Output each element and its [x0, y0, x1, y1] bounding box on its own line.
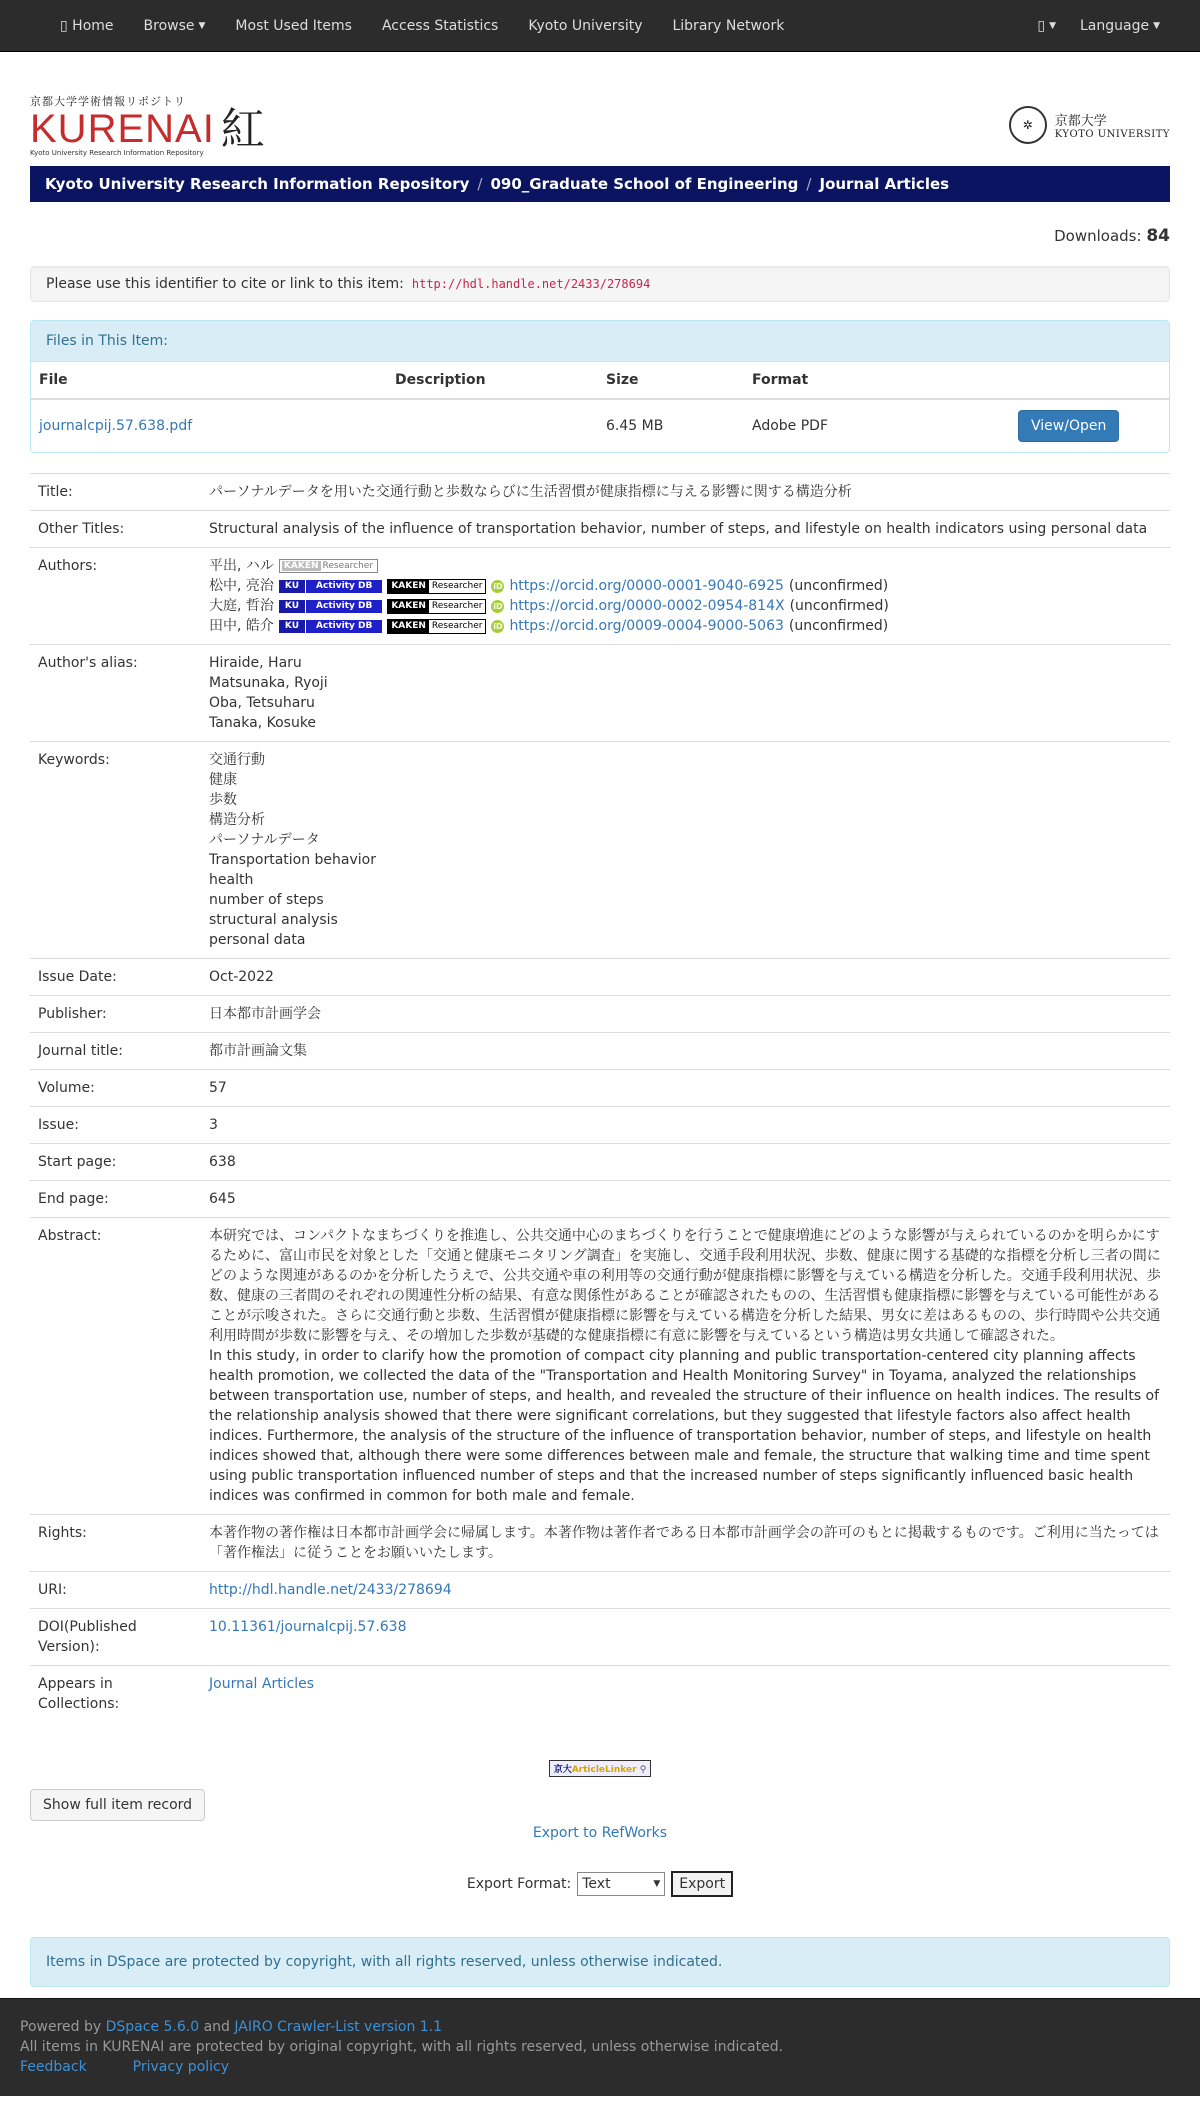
meta-rights: 本著作物の著作権は日本都市計画学会に帰属します。本著作物は著作者である日本都市計画学会の許可のもとに掲載するものです。ご利用に当たっては「著作権法」に従うことをお願いいたします。 [201, 1515, 1170, 1572]
orcid-link[interactable]: https://orcid.org/0000-0001-9040-6925 [509, 578, 784, 594]
footer-and: and [203, 2019, 230, 2035]
downloads-counter [30, 226, 1170, 246]
author-name[interactable]: 田中, 皓介 [209, 618, 274, 634]
nav-home-label: Home [72, 17, 114, 34]
list-item: number of steps [209, 892, 324, 908]
nav-kyoto-university[interactable]: Kyoto University [528, 17, 643, 34]
ku-badge-text: KU [279, 580, 305, 593]
export-format-value: Text [582, 1876, 611, 1892]
author-item [209, 556, 1162, 576]
list-item: 構造分析 [209, 812, 265, 828]
meta-label: Title: [30, 474, 201, 511]
export-format-select[interactable] [577, 1872, 665, 1896]
breadcrumb-school[interactable]: 090_Graduate School of Engineering [490, 175, 799, 193]
export-refworks-link[interactable]: Export to RefWorks [532, 1825, 668, 1841]
table-row [30, 511, 1170, 548]
meta-label: Start page: [30, 1144, 201, 1181]
language-menu[interactable] [1080, 18, 1160, 34]
breadcrumb-separator: / [477, 175, 483, 193]
articlelinker-text: ArticleLinker [571, 1765, 637, 1775]
files-panel [30, 320, 1170, 453]
alias-list [201, 645, 1170, 742]
nav-access-statistics[interactable]: Access Statistics [381, 17, 499, 34]
table-row [31, 399, 1169, 452]
view-open-button[interactable]: View/Open [1018, 410, 1119, 442]
meta-label: Other Titles: [30, 511, 201, 548]
ku-activity-db-badge[interactable] [279, 620, 382, 633]
language-label: Language [1079, 17, 1150, 34]
meta-label: Author's alias: [30, 645, 201, 742]
cite-label: Please use this identifier to cite or link to this item: [46, 276, 404, 292]
breadcrumb [30, 166, 1170, 202]
author-name[interactable]: 松中, 亮治 [209, 578, 274, 594]
table-row [30, 1033, 1170, 1070]
authors-list [201, 548, 1170, 645]
meta-label: Authors: [30, 548, 201, 645]
top-navbar [0, 0, 1200, 52]
logo-small-text: 京都大学学術情報リポジトリ [30, 95, 186, 108]
meta-label: Rights: [30, 1515, 201, 1572]
ku-badge-text: KU [279, 620, 305, 633]
nav-browse-label: Browse [143, 17, 195, 34]
kaken-badge-text: KAKEN [388, 620, 429, 633]
footer [0, 1998, 1200, 2096]
table-row [30, 1609, 1170, 1666]
table-row [30, 1218, 1170, 1515]
footer-copyright: All items in KURENAI are protected by original copyright, with all rights reserved, unless otherwise indicated. [20, 2039, 784, 2055]
list-item: health [209, 872, 254, 888]
cite-box [30, 266, 1170, 302]
meta-label: Keywords: [30, 742, 201, 959]
feedback-link[interactable]: Feedback [20, 2059, 87, 2075]
table-row [30, 1107, 1170, 1144]
magnifier-icon: ⚲ [639, 1765, 647, 1775]
meta-title: パーソナルデータを用いた交通行動と歩数ならびに生活習慣が健康指標に与える影響に関する構造分析 [201, 474, 1170, 511]
author-name[interactable]: 大庭, 哲治 [209, 598, 274, 614]
meta-label: Appears in Collections: [30, 1666, 201, 1723]
ku-activity-db-badge[interactable] [279, 600, 382, 613]
activity-db-text: Activity DB [305, 600, 382, 613]
caret-down-icon: ▼ [1049, 20, 1056, 31]
kyoto-university-logo[interactable] [1009, 106, 1170, 144]
file-link[interactable]: journalcpij.57.638.pdf [39, 418, 193, 434]
orcid-note: (unconfirmed) [789, 598, 889, 614]
export-format-label: Export Format: [466, 1876, 572, 1892]
author-item [209, 596, 1162, 616]
keyword-list [201, 742, 1170, 959]
nav-library-network[interactable]: Library Network [672, 17, 785, 34]
kaken-researcher-badge[interactable] [279, 559, 378, 573]
table-row [30, 1181, 1170, 1218]
list-item: 健康 [209, 772, 237, 788]
list-item: Oba, Tetsuharu [209, 695, 315, 711]
files-heading: Files in This Item: [31, 321, 1169, 362]
meta-issue: 3 [201, 1107, 1170, 1144]
user-icon: ▯ [1037, 17, 1046, 34]
logo-sub-text: Kyoto University Research Information Repository [30, 149, 204, 157]
table-row [30, 1144, 1170, 1181]
footer-powered-by: Powered by [20, 2019, 102, 2035]
kurenai-logo[interactable] [30, 93, 265, 157]
meta-issue-date: Oct-2022 [201, 959, 1170, 996]
show-full-record-button[interactable]: Show full item record [30, 1789, 205, 1821]
table-row [30, 996, 1170, 1033]
list-item: Matsunaka, Ryoji [209, 675, 328, 691]
meta-volume: 57 [201, 1070, 1170, 1107]
caret-down-icon: ▼ [1153, 20, 1160, 31]
meta-label: Journal title: [30, 1033, 201, 1070]
file-size: 6.45 MB [598, 399, 744, 452]
nav-browse[interactable] [144, 18, 206, 34]
logo-big-text: KURENAI [30, 107, 215, 151]
downloads-count: 84 [1146, 226, 1170, 246]
list-item: personal data [209, 932, 306, 948]
table-row [30, 1070, 1170, 1107]
kaken-badge-sub: Researcher [429, 620, 486, 633]
table-row [30, 645, 1170, 742]
meta-label: URI: [30, 1572, 201, 1609]
breadcrumb-repository[interactable]: Kyoto University Research Information Repository [45, 175, 470, 193]
articlelinker-button[interactable] [549, 1760, 652, 1777]
table-row [30, 474, 1170, 511]
chevron-down-icon: ▼ [653, 1879, 661, 1889]
kaken-badge-sub: Researcher [322, 561, 374, 571]
doi-link[interactable]: 10.11361/journalcpij.57.638 [209, 1619, 407, 1635]
articlelinker-prefix: 京大 [553, 1765, 572, 1775]
orcid-icon: iD [493, 621, 503, 631]
table-row [30, 1572, 1170, 1609]
meta-label: Volume: [30, 1070, 201, 1107]
meta-label: End page: [30, 1181, 201, 1218]
table-row [30, 959, 1170, 996]
orcid-link[interactable]: https://orcid.org/0009-0004-9000-5063 [509, 618, 784, 634]
meta-label: DOI(Published Version): [30, 1609, 201, 1666]
export-button[interactable]: Export [671, 1871, 733, 1897]
column-header [1010, 362, 1169, 399]
orcid-link[interactable]: https://orcid.org/0000-0002-0954-814X [509, 598, 785, 614]
meta-publisher: 日本都市計画学会 [201, 996, 1170, 1033]
orcid-note: (unconfirmed) [788, 618, 889, 634]
activity-db-text: Activity DB [305, 580, 382, 593]
kyoto-jp: 京都大学 [1054, 114, 1107, 129]
kaken-badge-sub: Researcher [429, 580, 486, 593]
breadcrumb-separator: / [806, 175, 812, 193]
column-header: File [31, 362, 387, 399]
meta-start-page: 638 [201, 1144, 1170, 1181]
table-row [30, 1515, 1170, 1572]
kaken-badge-text: KAKEN [283, 561, 319, 571]
file-format: Adobe PDF [744, 399, 1010, 452]
cite-link[interactable]: http://hdl.handle.net/2433/278694 [411, 277, 651, 291]
author-item [209, 616, 1162, 636]
logo-kanji: 紅 [220, 104, 265, 155]
abstract-en: In this study, in order to clarify how the promotion of compact city planning and public transportation-centered city planning affects health promotion, we collected the data of the "Transportation and Health Monitoring Survey" in Toyama, analyzed the relationships between transportation use, number of steps, and health, and revealed the structure of their influence on health indices. The results of the relationship analysis showed that there were significant correlations, but they suggested that lifestyle factors also affect health indices. Furthermore, the analysis of the structure of the influence of transportation behavior, number of steps, and lifestyle on health indices showed that, although there were some differences between male and female, the structure that walking time and time spent using public transportation influenced number of steps and that the increased number of steps significantly influenced basic health indices was confirmed in common for both male and female. [209, 1348, 1160, 1504]
nav-most-used[interactable]: Most Used Items [235, 17, 352, 34]
column-header: Description [387, 362, 598, 399]
meta-label: Publisher: [30, 996, 201, 1033]
breadcrumb-collection[interactable]: Journal Articles [819, 175, 950, 193]
abstract [201, 1218, 1170, 1515]
meta-label: Issue Date: [30, 959, 201, 996]
home-icon: ▯ [60, 17, 68, 34]
list-item: 歩数 [209, 792, 237, 808]
list-item: Tanaka, Kosuke [209, 715, 317, 731]
column-header: Size [598, 362, 744, 399]
kyoto-en: KYOTO UNIVERSITY [1054, 129, 1170, 140]
abstract-jp: 本研究では、コンパクトなまちづくりを推進し、公共交通中心のまちづくりを行うことで健康増進にどのような影響が与えられているのかを明らかにするために、富山市民を対象とした「交通と健康モニタリング調査」を実施し、交通手段利用状況、歩数、健康に関する基礎的な指標を分析し三者の間にどのような関連があるのかを分析したうえで、公共交通や車の利用等の交通行動が健康指標に影響を与えている構造を分析した。交通手段利用状況、歩数、健康の三者間のそれぞれの関連性分析の結果、有意な関係性があることが確認されたものの、生活習慣も健康指標に影響を与えている可能性があることが示唆された。さらに交通行動と歩数、生活習慣が健康指標に影響を与えている構造を分析した結果、男女に差はあるものの、歩行時間や公共交通利用時間が歩数に影響を与え、その増加した歩数が基礎的な健康指標に有意に影響を与えているという構造は男女共通して確認された。 [209, 1228, 1161, 1344]
column-header: Format [744, 362, 1010, 399]
meta-end-page: 645 [201, 1181, 1170, 1218]
orcid-icon: iD [493, 581, 503, 591]
jairo-link[interactable]: JAIRO Crawler-List version 1.1 [234, 2019, 443, 2035]
list-item: Transportation behavior [209, 852, 376, 868]
kaken-researcher-badge[interactable] [387, 599, 486, 614]
ku-activity-db-badge[interactable] [279, 580, 382, 593]
kaken-researcher-badge[interactable] [387, 579, 486, 594]
caret-down-icon: ▼ [198, 20, 206, 31]
kyoto-seal-icon: ✲ [1009, 106, 1047, 144]
file-description [387, 399, 598, 452]
kaken-badge-sub: Researcher [429, 600, 486, 613]
metadata-table [30, 473, 1170, 1722]
table-row [30, 1666, 1170, 1723]
user-menu[interactable] [1037, 18, 1056, 34]
list-item: パーソナルデータ [209, 832, 320, 848]
meta-other-titles: Structural analysis of the influence of transportation behavior, number of steps, and lifestyle on health indicators using personal data [201, 511, 1170, 548]
downloads-label: Downloads: [1054, 227, 1142, 245]
nav-home[interactable] [60, 18, 114, 34]
meta-journal: 都市計画論文集 [201, 1033, 1170, 1070]
privacy-link[interactable]: Privacy policy [132, 2059, 230, 2075]
collection-link[interactable]: Journal Articles [209, 1676, 315, 1692]
meta-label: Issue: [30, 1107, 201, 1144]
files-table [31, 362, 1169, 452]
list-item: structural analysis [209, 912, 338, 928]
orcid-note: (unconfirmed) [788, 578, 889, 594]
dspace-link[interactable]: DSpace 5.6.0 [105, 2019, 200, 2035]
list-item: Hiraide, Haru [209, 655, 302, 671]
meta-label: Abstract: [30, 1218, 201, 1515]
author-item [209, 576, 1162, 596]
orcid-icon: iD [493, 601, 503, 611]
kaken-badge-text: KAKEN [388, 580, 429, 593]
copyright-alert: Items in DSpace are protected by copyright, with all rights reserved, unless otherwise indicated. [30, 1937, 1170, 1987]
activity-db-text: Activity DB [305, 620, 382, 633]
ku-badge-text: KU [279, 600, 305, 613]
table-row [30, 742, 1170, 959]
kaken-researcher-badge[interactable] [387, 619, 486, 634]
uri-link[interactable]: http://hdl.handle.net/2433/278694 [209, 1582, 452, 1598]
author-name[interactable]: 平出, ハル [209, 558, 274, 574]
list-item: 交通行動 [209, 752, 265, 768]
table-row [30, 548, 1170, 645]
kaken-badge-text: KAKEN [388, 600, 429, 613]
